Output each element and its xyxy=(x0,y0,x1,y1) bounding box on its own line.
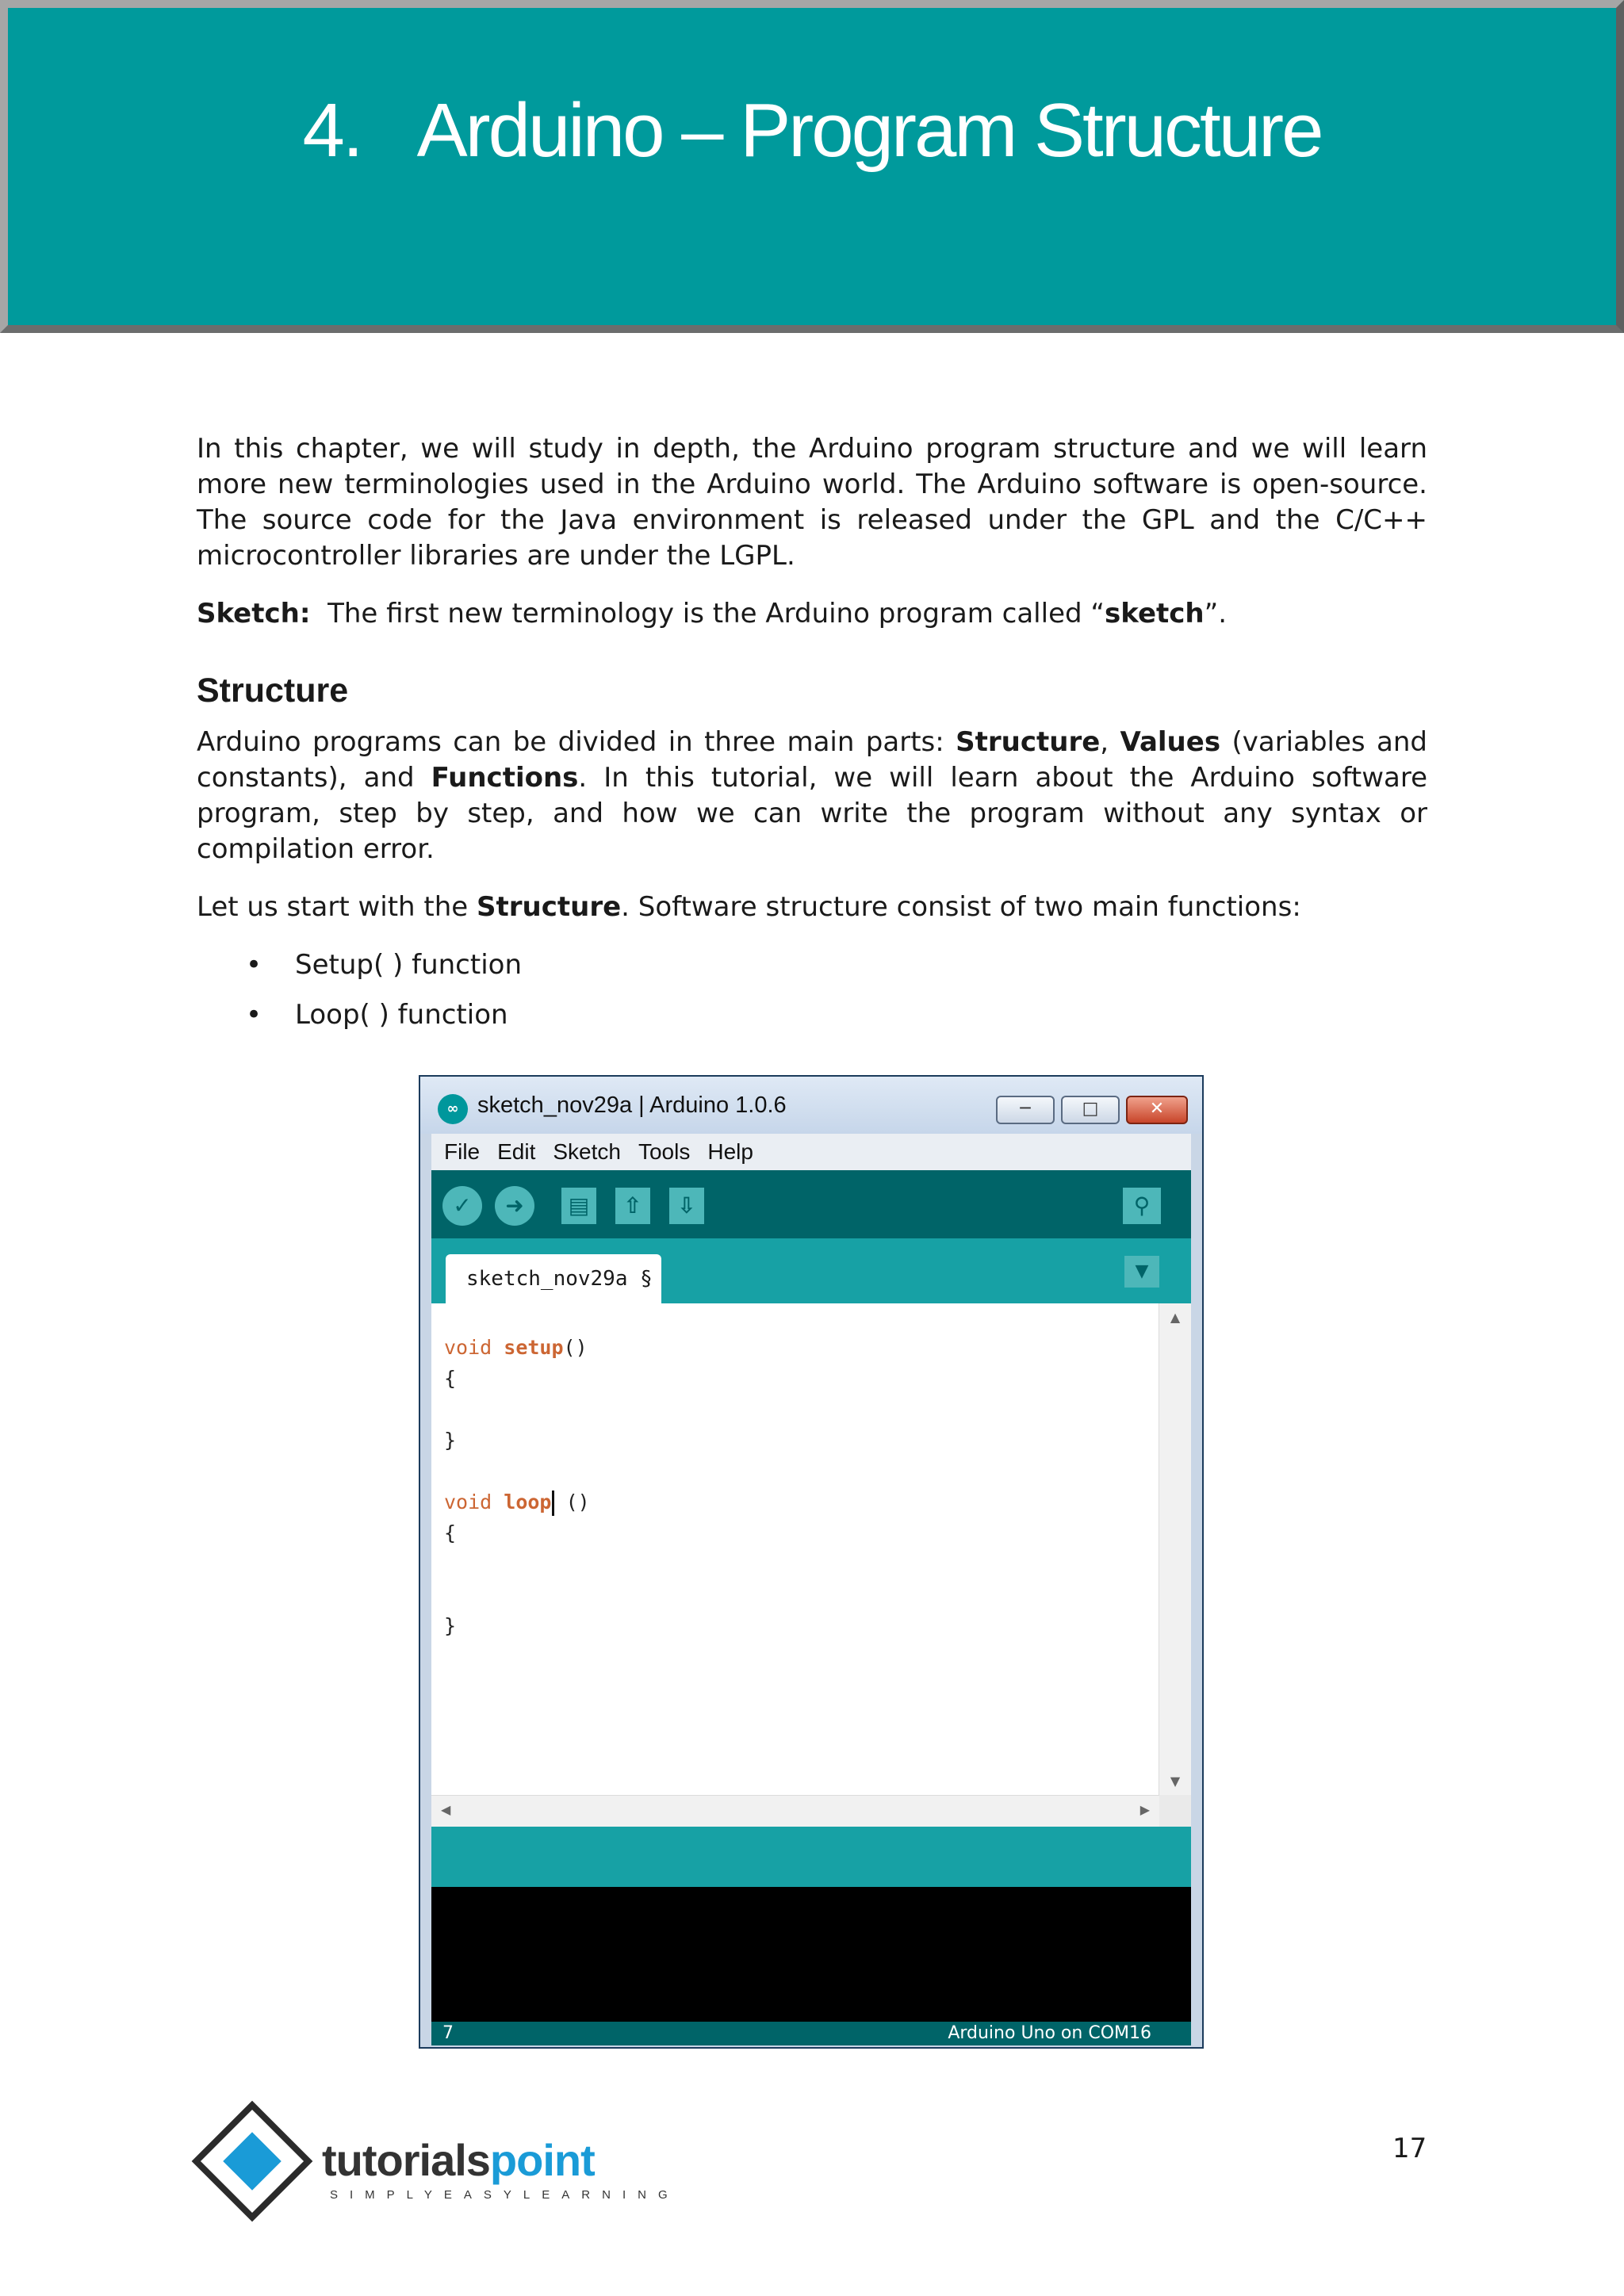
status-bar xyxy=(431,2022,1191,2045)
structure-paragraph-1 xyxy=(197,725,1427,867)
logo-tagline: SIMPLYEASYLEARNING xyxy=(330,2188,680,2202)
list-item: • Loop( ) function xyxy=(197,997,1427,1033)
message-area xyxy=(431,1827,1191,1887)
code-text xyxy=(444,1332,590,1641)
p1-values: Values xyxy=(1120,726,1221,758)
toolbar xyxy=(431,1170,1191,1238)
p1-comma: , xyxy=(1100,726,1120,758)
sketch-term: sketch xyxy=(1105,598,1205,629)
close-icon: ✕ xyxy=(1149,1099,1165,1119)
chevron-down-icon: ▼ xyxy=(1135,1261,1149,1281)
p2-structure: Structure xyxy=(477,891,622,923)
serial-monitor-icon[interactable]: ⚲ xyxy=(1123,1188,1161,1224)
save-icon[interactable]: ⇩ xyxy=(669,1188,704,1224)
chapter-title xyxy=(8,87,1616,174)
minimize-icon: ─ xyxy=(1020,1099,1031,1119)
scroll-down-icon[interactable]: ▼ xyxy=(1170,1774,1181,1789)
status-line-number: 7 xyxy=(442,2023,454,2043)
list-item: • Setup( ) function xyxy=(197,947,1427,983)
p1-structure: Structure xyxy=(956,726,1101,758)
parens: () xyxy=(563,1336,588,1359)
verify-icon[interactable]: ✓ xyxy=(442,1186,482,1226)
upload-icon[interactable]: ➜ xyxy=(495,1186,534,1226)
logo-diamond-icon xyxy=(192,2101,313,2222)
arduino-logo-icon: ∞ xyxy=(438,1094,468,1124)
p2-text-a: Let us start with the xyxy=(197,891,477,923)
p1-text-c: . In this tutorial, we will learn about the Arduino software program, step by step, and how we can write the program without any syntax or compilation error. xyxy=(197,762,1427,865)
p2-text-b: . Software structure consist of two main functions: xyxy=(621,891,1301,923)
scroll-right-icon[interactable]: ▶ xyxy=(1139,1802,1150,1817)
menu-bar xyxy=(431,1134,1191,1170)
tab-menu-button[interactable] xyxy=(1124,1256,1159,1288)
keyword-void: void xyxy=(444,1490,492,1513)
functions-list xyxy=(197,947,1427,1033)
close-brace: } xyxy=(444,1614,457,1637)
logo-book-icon xyxy=(223,2132,282,2191)
p1-text-b: (variables and constants), and xyxy=(197,726,1427,794)
tab-bar xyxy=(431,1238,1191,1303)
intro-paragraph: In this chapter, we will study in depth, the Arduino program structure and we will learn more new terminologies used in the Arduino world. The Arduino software is open-source. The source code for the Java environment is released under the GPL and the C/C++ microcontroller libraries are under the LGPL. xyxy=(197,433,1427,572)
horizontal-scrollbar[interactable] xyxy=(431,1795,1159,1827)
tutorialspoint-logo xyxy=(197,2106,680,2233)
menu-sketch[interactable]: Sketch xyxy=(553,1139,621,1164)
sketch-text-before: The first new terminology is the Arduino program called “ xyxy=(327,598,1105,629)
structure-paragraph-2 xyxy=(197,890,1427,925)
vertical-scrollbar[interactable] xyxy=(1159,1303,1191,1795)
keyword-void: void xyxy=(444,1336,492,1359)
text-cursor xyxy=(552,1490,554,1516)
window-title: sketch_nov29a | Arduino 1.0.6 xyxy=(477,1093,787,1118)
window-titlebar[interactable] xyxy=(420,1077,1202,1134)
menu-help[interactable]: Help xyxy=(707,1139,753,1164)
sketch-text-after: ”. xyxy=(1204,598,1228,629)
sketch-definition xyxy=(197,596,1427,632)
p1-functions: Functions xyxy=(431,762,579,794)
page-content xyxy=(197,431,1427,1047)
logo-wordmark xyxy=(322,2134,595,2186)
chapter-number: 4. xyxy=(302,88,362,173)
minimize-button[interactable] xyxy=(996,1096,1055,1124)
status-board: Arduino Uno on COM16 xyxy=(948,2023,1151,2043)
menu-edit[interactable]: Edit xyxy=(497,1139,536,1164)
arduino-ide-window xyxy=(419,1075,1204,2049)
code-editor[interactable] xyxy=(431,1303,1191,1795)
scrollbar-corner xyxy=(1159,1795,1191,1827)
maximize-icon: □ xyxy=(1082,1099,1099,1119)
tab-sketch[interactable]: sketch_nov29a § xyxy=(446,1254,661,1303)
chapter-title-text: Arduino – Program Structure xyxy=(416,88,1322,173)
chapter-banner xyxy=(0,0,1624,333)
menu-tools[interactable]: Tools xyxy=(638,1139,691,1164)
menu-file[interactable]: File xyxy=(444,1139,481,1164)
logo-text-blue: point xyxy=(489,2135,595,2185)
open-icon[interactable]: ⇧ xyxy=(615,1188,650,1224)
structure-heading: Structure xyxy=(197,672,349,710)
p1-text-a: Arduino programs can be divided in three main parts: xyxy=(197,726,956,758)
function-setup: setup xyxy=(504,1336,564,1359)
close-button[interactable] xyxy=(1126,1096,1188,1124)
logo-text-dark: tutorials xyxy=(322,2135,490,2185)
scroll-up-icon[interactable]: ▲ xyxy=(1170,1310,1181,1325)
console-output xyxy=(431,1887,1191,2022)
new-icon[interactable]: ▤ xyxy=(561,1188,596,1224)
sketch-label: Sketch: xyxy=(197,598,311,629)
maximize-button[interactable] xyxy=(1061,1096,1120,1124)
page-number: 17 xyxy=(1392,2133,1427,2164)
open-brace: { xyxy=(444,1521,457,1544)
close-brace: } xyxy=(444,1429,457,1452)
parens: () xyxy=(565,1490,590,1513)
function-loop: loop xyxy=(504,1490,552,1513)
open-brace: { xyxy=(444,1367,457,1390)
scroll-left-icon[interactable]: ◀ xyxy=(441,1802,451,1817)
